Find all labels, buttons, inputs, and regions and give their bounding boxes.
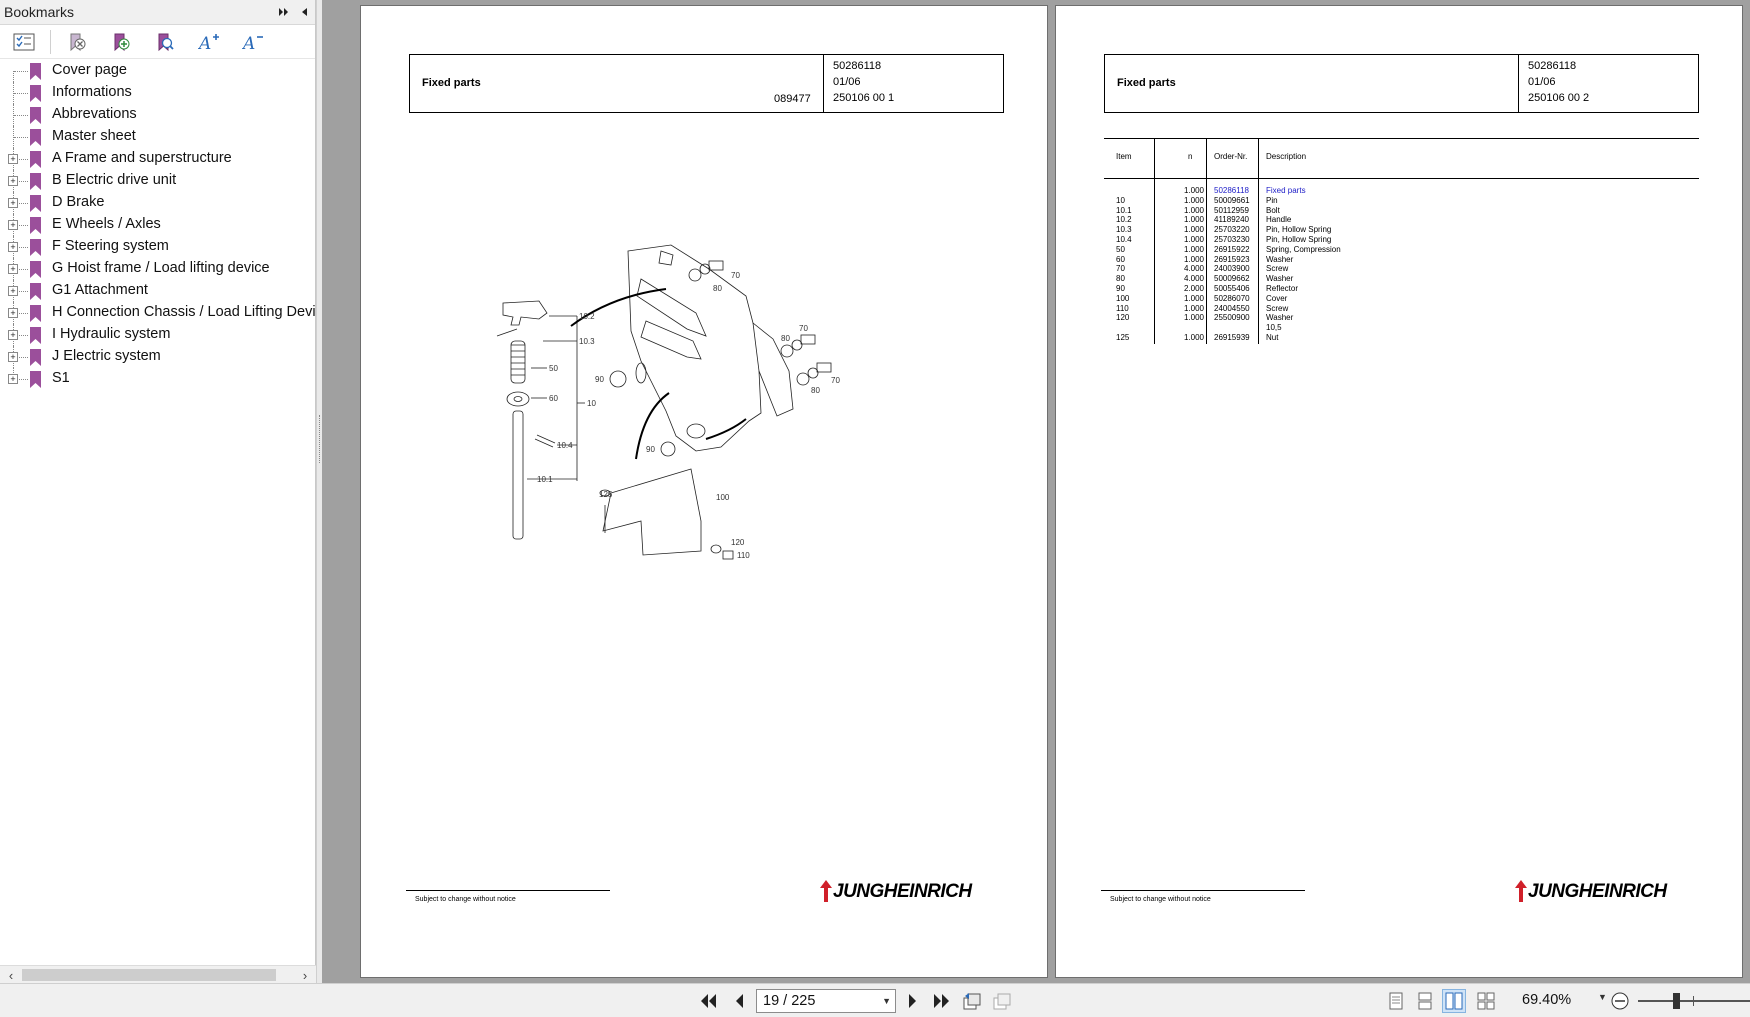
bookmark-label: G Hoist frame / Load lifting device <box>52 260 270 276</box>
expand-icon[interactable]: + <box>8 176 18 186</box>
bookmarks-panel-header <box>0 0 315 25</box>
bookmark-item[interactable] <box>0 82 316 104</box>
page-header-box <box>409 54 1004 113</box>
expand-icon[interactable]: + <box>8 264 18 274</box>
cell-item: 100 <box>1116 293 1130 303</box>
bookmark-label: D Brake <box>52 194 105 210</box>
cell-item: 125 <box>1116 332 1130 342</box>
footer-rule <box>406 890 610 891</box>
cell-description: Washer <box>1266 313 1294 323</box>
page-title: Fixed parts <box>1117 77 1176 89</box>
zoom-level[interactable]: 69.40% <box>1522 992 1572 1008</box>
jungheinrich-logo <box>819 878 972 906</box>
footer-note: Subject to change without notice <box>415 896 516 903</box>
cell-item: 60 <box>1116 254 1125 264</box>
bookmark-item[interactable] <box>0 104 316 126</box>
zoom-out-icon[interactable] <box>1610 991 1630 1011</box>
cell-quantity: 4.000 <box>1183 274 1204 284</box>
cell-order-number: 26915922 <box>1214 244 1250 254</box>
bookmark-options-icon[interactable] <box>8 28 40 56</box>
bookmark-label: A Frame and superstructure <box>52 150 232 166</box>
increase-text-size-icon[interactable] <box>193 28 225 56</box>
bookmark-item[interactable] <box>0 302 316 324</box>
cell-item: 90 <box>1116 283 1125 293</box>
revision-date: 01/06 <box>833 76 861 88</box>
bookmarks-tree <box>0 60 316 965</box>
cell-description: Reflector <box>1266 283 1299 293</box>
callout-label: 125 <box>599 490 613 499</box>
sheet-number: 250106 00 2 <box>1528 92 1590 104</box>
cell-item: 110 <box>1116 303 1129 313</box>
parts-table-body <box>1104 186 1699 343</box>
horizontal-scrollbar[interactable] <box>0 965 316 983</box>
cell-item: 120 <box>1116 313 1130 323</box>
drawing-number: 089477 <box>774 93 811 105</box>
zoom-slider-track[interactable] <box>1638 1000 1750 1002</box>
cell-description: Bolt <box>1266 205 1280 215</box>
cell-order-number: 50055406 <box>1214 283 1250 293</box>
bookmark-icon <box>29 151 42 168</box>
table-row <box>1104 313 1699 323</box>
cell-order-number: 26915939 <box>1214 332 1250 342</box>
expand-icon[interactable]: + <box>8 352 18 362</box>
bookmark-icon <box>29 107 42 124</box>
cell-quantity: 1.000 <box>1183 244 1204 254</box>
cell-description: Washer <box>1266 274 1294 284</box>
footer-rule <box>1101 890 1305 891</box>
callout-label: 10.3 <box>579 337 595 346</box>
bookmark-icon <box>29 173 42 190</box>
last-page-icon[interactable] <box>929 989 953 1013</box>
cell-description: Pin, Hollow Spring <box>1266 225 1332 235</box>
scroll-left-icon[interactable]: ‹ <box>8 967 14 983</box>
bookmarks-toolbar <box>0 25 315 59</box>
bookmark-icon <box>29 261 42 278</box>
cell-item: 50 <box>1116 244 1125 254</box>
cell-quantity: 1.000 <box>1183 313 1204 323</box>
revision-date: 01/06 <box>1528 76 1556 88</box>
bookmark-label: H Connection Chassis / Load Lifting Devi <box>52 304 316 320</box>
cell-quantity: 1.000 <box>1183 303 1204 313</box>
next-view-icon[interactable] <box>990 989 1014 1013</box>
delete-bookmark-icon[interactable] <box>61 28 93 56</box>
cell-item: 10 <box>1116 195 1125 205</box>
cell-description: Screw <box>1266 303 1289 313</box>
callout-label: 10.2 <box>579 312 595 321</box>
cell-order-number: 50009662 <box>1214 274 1250 284</box>
find-bookmark-icon[interactable] <box>149 28 181 56</box>
expand-icon[interactable]: + <box>8 198 18 208</box>
cell-description: Cover <box>1266 293 1288 303</box>
cell-quantity: 1.000 <box>1183 225 1204 235</box>
column-header-item: Item <box>1116 152 1132 161</box>
table-row <box>1104 245 1699 255</box>
bookmarks-panel-title: Bookmarks <box>4 4 75 20</box>
facing-pages-view-icon[interactable] <box>1442 989 1466 1013</box>
bookmark-item[interactable] <box>0 192 316 214</box>
cell-order-number: 26915923 <box>1214 254 1250 264</box>
callout-label: 90 <box>595 375 604 384</box>
callout-label: 100 <box>716 493 730 502</box>
decrease-text-size-icon[interactable] <box>237 28 269 56</box>
footer-note: Subject to change without notice <box>1110 896 1211 903</box>
bookmark-icon <box>29 371 42 388</box>
column-header-order: Order-Nr. <box>1214 152 1248 161</box>
cell-description: Pin <box>1266 195 1278 205</box>
cell-quantity: 1.000 <box>1183 205 1204 215</box>
bookmark-icon <box>29 217 42 234</box>
part-number: 50286118 <box>833 60 882 72</box>
single-page-view-icon[interactable] <box>1384 989 1408 1013</box>
cell-quantity: 1.000 <box>1183 293 1204 303</box>
expand-icon[interactable]: + <box>8 330 18 340</box>
bookmark-item[interactable] <box>0 368 316 390</box>
bookmarks-panel <box>0 0 316 983</box>
cell-order-number: 25500900 <box>1214 313 1250 323</box>
zoom-slider-tick <box>1693 996 1694 1006</box>
cell-item: 10.2 <box>1116 215 1132 225</box>
cell-description: Pin, Hollow Spring <box>1266 234 1332 244</box>
bookmark-label: B Electric drive unit <box>52 172 177 188</box>
page-number-select[interactable] <box>756 989 896 1013</box>
callout-label: 70 <box>831 376 840 385</box>
table-row <box>1104 255 1699 265</box>
cell-quantity: 1.000 <box>1183 195 1204 205</box>
table-row <box>1104 196 1699 206</box>
table-row <box>1104 284 1699 294</box>
callout-label: 70 <box>731 271 740 280</box>
cell-quantity: 4.000 <box>1183 264 1204 274</box>
cell-order-number: 25703230 <box>1214 234 1250 244</box>
expand-icon[interactable]: + <box>8 286 18 296</box>
cell-description: Handle <box>1266 215 1292 225</box>
page-indicator: 19 / 225 <box>763 993 816 1009</box>
column-header-description: Description <box>1266 152 1307 161</box>
table-row <box>1104 323 1699 333</box>
cell-order-number: 50286070 <box>1214 293 1250 303</box>
zoom-slider-thumb[interactable] <box>1673 993 1680 1009</box>
cell-quantity: 1.000 <box>1183 254 1204 264</box>
logo-text: JUNGHEINRICH <box>833 881 972 902</box>
callout-label: 10.1 <box>537 475 553 484</box>
cell-quantity: 1.000 <box>1183 186 1204 195</box>
cell-item: 10.1 <box>1116 205 1132 215</box>
cell-quantity: 1.000 <box>1183 332 1204 342</box>
bookmark-label: J Electric system <box>52 348 161 364</box>
cell-order-number: 25703220 <box>1214 225 1250 235</box>
bookmark-item[interactable] <box>0 324 316 346</box>
svg-text:A: A <box>199 33 212 52</box>
bookmark-item[interactable] <box>0 346 316 368</box>
next-page-icon[interactable] <box>901 989 925 1013</box>
cell-item: 70 <box>1116 264 1125 274</box>
sheet-number: 250106 00 1 <box>833 92 895 104</box>
callout-label: 80 <box>713 284 722 293</box>
bookmark-label: Abbrevations <box>52 106 137 122</box>
table-row[interactable] <box>1104 186 1699 196</box>
table-row <box>1104 274 1699 284</box>
bookmark-label: Informations <box>52 84 132 100</box>
cell-description: Nut <box>1266 332 1279 342</box>
bookmark-label: E Wheels / Axles <box>52 216 161 232</box>
bookmark-item[interactable] <box>0 60 316 82</box>
bookmark-label: S1 <box>52 370 70 386</box>
expand-icon[interactable]: + <box>8 220 18 230</box>
scrollbar-thumb[interactable] <box>22 969 276 981</box>
bookmark-item[interactable] <box>0 236 316 258</box>
table-row <box>1104 206 1699 216</box>
table-row <box>1104 264 1699 274</box>
bookmark-icon <box>29 129 42 146</box>
bookmark-label: Cover page <box>52 62 127 78</box>
bookmark-icon <box>29 305 42 322</box>
continuous-facing-view-icon[interactable] <box>1474 989 1498 1013</box>
chevron-down-icon: ▼ <box>882 996 891 1006</box>
bookmark-icon <box>29 349 42 366</box>
page-drawing <box>360 5 1048 978</box>
cell-order-number: 24004550 <box>1214 303 1250 313</box>
callout-label: 70 <box>799 324 808 333</box>
table-row <box>1104 294 1699 304</box>
bookmark-icon <box>29 63 42 80</box>
callout-label: 50 <box>549 364 558 373</box>
bookmark-icon <box>29 283 42 300</box>
toolbar-separator <box>50 30 51 54</box>
cell-order-number: 50009661 <box>1214 195 1250 205</box>
bookmark-label: F Steering system <box>52 238 169 254</box>
bookmark-icon <box>29 239 42 256</box>
continuous-view-icon[interactable] <box>1413 989 1437 1013</box>
cell-description: Spring, Compression <box>1266 244 1341 254</box>
page-header-box <box>1104 54 1699 113</box>
callout-label: 60 <box>549 394 558 403</box>
svg-text:A: A <box>243 33 256 52</box>
callout-label: 10 <box>587 399 596 408</box>
part-number: 50286118 <box>1528 60 1577 72</box>
cell-description[interactable]: Fixed parts <box>1266 186 1306 195</box>
cell-description: Screw <box>1266 264 1289 274</box>
jungheinrich-logo <box>1514 878 1667 906</box>
page-parts-list <box>1055 5 1743 978</box>
navigation-bar <box>0 983 1750 1017</box>
expand-icon[interactable]: + <box>8 308 18 318</box>
previous-page-icon[interactable] <box>727 989 751 1013</box>
cell-description: Washer <box>1266 254 1294 264</box>
bookmark-icon <box>29 195 42 212</box>
callout-label: 110 <box>737 551 750 560</box>
logo-text: JUNGHEINRICH <box>1528 881 1667 902</box>
bookmark-item[interactable] <box>0 214 316 236</box>
bookmark-item[interactable] <box>0 280 316 302</box>
bookmark-label: I Hydraulic system <box>52 326 171 342</box>
bookmark-icon <box>29 85 42 102</box>
table-row <box>1104 225 1699 235</box>
cell-item: 80 <box>1116 274 1125 284</box>
callout-label: 120 <box>731 538 745 547</box>
bookmark-label: Master sheet <box>52 128 136 144</box>
expand-panel-icon[interactable] <box>275 3 293 21</box>
callout-label: 80 <box>811 386 820 395</box>
page-title: Fixed parts <box>422 77 481 89</box>
table-row <box>1104 304 1699 314</box>
cell-order-number: 50112959 <box>1214 205 1249 215</box>
bookmark-item[interactable] <box>0 126 316 148</box>
cell-order-number: 41189240 <box>1214 215 1249 225</box>
cell-quantity: 1.000 <box>1183 234 1204 244</box>
cell-order-number[interactable]: 50286118 <box>1214 186 1249 195</box>
expand-icon[interactable]: + <box>8 154 18 164</box>
table-row <box>1104 333 1699 343</box>
callout-label: 80 <box>781 334 790 343</box>
cell-item: 10.3 <box>1116 225 1132 235</box>
bookmark-icon <box>29 327 42 344</box>
callout-label: 90 <box>646 445 655 454</box>
add-bookmark-icon[interactable] <box>105 28 137 56</box>
scroll-right-icon[interactable]: › <box>302 967 308 983</box>
table-row <box>1104 235 1699 245</box>
cell-description: 10,5 <box>1266 323 1282 333</box>
first-page-icon[interactable] <box>697 989 721 1013</box>
bookmark-item[interactable] <box>0 148 316 170</box>
table-row <box>1104 215 1699 225</box>
collapse-panel-icon[interactable] <box>295 3 313 21</box>
expand-icon[interactable]: + <box>8 242 18 252</box>
cell-item: 10.4 <box>1116 234 1132 244</box>
callout-label: 10.4 <box>557 441 573 450</box>
cell-order-number: 24003900 <box>1214 264 1250 274</box>
previous-view-icon[interactable] <box>960 989 984 1013</box>
bookmark-item[interactable] <box>0 258 316 280</box>
exploded-parts-drawing <box>491 241 861 601</box>
column-header-n: n <box>1188 152 1193 161</box>
expand-icon[interactable]: + <box>8 374 18 384</box>
cell-quantity: 1.000 <box>1183 215 1204 225</box>
bookmark-label: G1 Attachment <box>52 282 148 298</box>
cell-quantity: 2.000 <box>1183 283 1204 293</box>
bookmark-item[interactable] <box>0 170 316 192</box>
zoom-dropdown-icon[interactable]: ▼ <box>1598 992 1607 1002</box>
document-view <box>322 0 1750 983</box>
